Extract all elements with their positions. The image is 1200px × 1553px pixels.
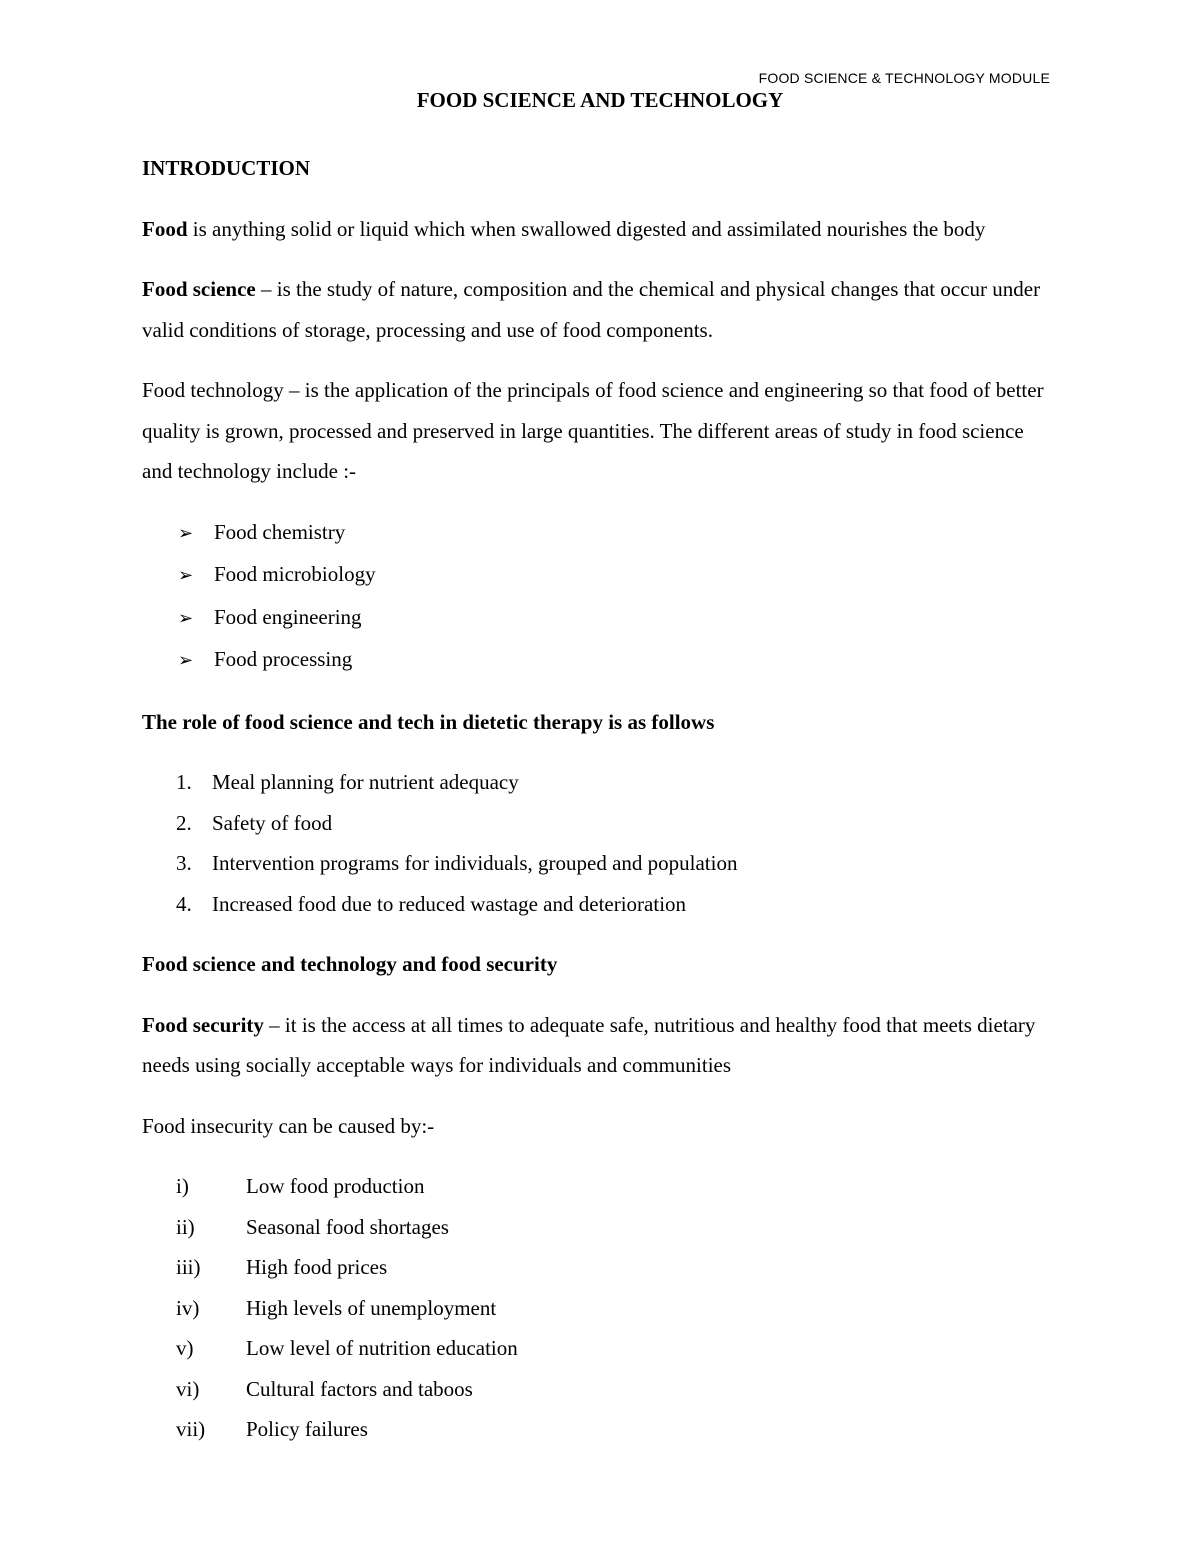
food-definition bbox=[142, 209, 1058, 250]
list-number: vi) bbox=[176, 1376, 200, 1401]
list-item-text: Cultural factors and taboos bbox=[246, 1376, 473, 1401]
food-insecurity-intro: Food insecurity can be caused by:- bbox=[142, 1113, 435, 1138]
list-item bbox=[142, 639, 1058, 682]
list-number: 3. bbox=[176, 851, 192, 875]
list-number: 1. bbox=[176, 770, 192, 794]
food-security-term: Food security bbox=[142, 1012, 264, 1037]
list-item-text: Food processing bbox=[214, 647, 353, 671]
list-item bbox=[142, 1166, 1058, 1207]
role-list bbox=[142, 762, 1058, 924]
list-number: v) bbox=[176, 1336, 194, 1360]
list-item-text: Intervention programs for individuals, grouped and population bbox=[212, 851, 738, 875]
food-science-definition-text: – is the study of nature, composition and the chemical and physical changes that occur under valid conditions of storage, processing and use of food components. bbox=[142, 277, 1041, 342]
list-item bbox=[142, 512, 1058, 555]
introduction-heading: INTRODUCTION bbox=[142, 156, 311, 180]
list-item bbox=[142, 1288, 1058, 1329]
document-body bbox=[142, 148, 1058, 1470]
list-number: iii) bbox=[176, 1255, 201, 1279]
list-item-text: Food engineering bbox=[214, 604, 362, 629]
list-number: ii) bbox=[176, 1214, 195, 1239]
list-item bbox=[142, 1409, 1058, 1450]
food-term: Food bbox=[142, 216, 188, 241]
list-item-text: Policy failures bbox=[246, 1417, 368, 1441]
list-item-text: Increased food due to reduced wastage and deterioration bbox=[212, 891, 687, 916]
food-science-term: Food science bbox=[142, 277, 256, 301]
list-item bbox=[142, 843, 1058, 884]
food-technology-paragraph: Food technology – is the application of the principals of food science and engineering so that food of better quality is grown, processed and preserved in large quantities. The different areas of study in food science and technology include :- bbox=[142, 378, 1044, 483]
study-areas-list bbox=[142, 512, 1058, 682]
list-item-text: Food microbiology bbox=[214, 562, 376, 586]
list-item bbox=[142, 803, 1058, 844]
running-header: FOOD SCIENCE & TECHNOLOGY MODULE bbox=[758, 70, 1050, 86]
list-number: i) bbox=[176, 1174, 189, 1198]
arrow-bullet-icon: ➢ bbox=[178, 565, 194, 586]
food-security-definition bbox=[142, 1005, 1058, 1086]
list-number: 2. bbox=[176, 810, 192, 835]
list-item bbox=[142, 554, 1058, 597]
list-number: vii) bbox=[176, 1417, 206, 1441]
list-item bbox=[142, 1369, 1058, 1410]
list-item-text: High levels of unemployment bbox=[246, 1295, 497, 1320]
list-item-text: Safety of food bbox=[212, 810, 333, 835]
arrow-bullet-icon: ➢ bbox=[178, 522, 194, 544]
food-definition-text: is anything solid or liquid which when swallowed digested and assimilated nourishes the body bbox=[187, 216, 986, 241]
list-item bbox=[142, 884, 1058, 925]
list-item-text: Low food production bbox=[246, 1174, 425, 1198]
list-item-text: Low level of nutrition education bbox=[246, 1336, 518, 1360]
list-item-text: Seasonal food shortages bbox=[246, 1214, 449, 1239]
list-item bbox=[142, 1328, 1058, 1369]
list-number: iv) bbox=[176, 1295, 200, 1320]
list-item-text: Meal planning for nutrient adequacy bbox=[212, 770, 519, 794]
list-item bbox=[142, 597, 1058, 640]
food-science-definition bbox=[142, 269, 1058, 350]
list-item-text: Food chemistry bbox=[214, 519, 346, 544]
list-item bbox=[142, 1247, 1058, 1288]
food-security-definition-text: – it is the access at all times to adequate safe, nutritious and healthy food that meets dietary needs using socially acceptable ways for individuals and communities bbox=[142, 1012, 1036, 1077]
arrow-bullet-icon: ➢ bbox=[178, 607, 194, 629]
page-title: FOOD SCIENCE AND TECHNOLOGY bbox=[416, 88, 784, 112]
food-security-heading: Food science and technology and food security bbox=[142, 952, 558, 976]
list-number: 4. bbox=[176, 891, 192, 916]
arrow-bullet-icon: ➢ bbox=[178, 650, 194, 671]
list-item-text: High food prices bbox=[246, 1255, 388, 1279]
role-heading: The role of food science and tech in dietetic therapy is as follows bbox=[142, 709, 715, 734]
list-item bbox=[142, 1207, 1058, 1248]
food-insecurity-causes-list bbox=[142, 1166, 1058, 1450]
list-item bbox=[142, 762, 1058, 803]
